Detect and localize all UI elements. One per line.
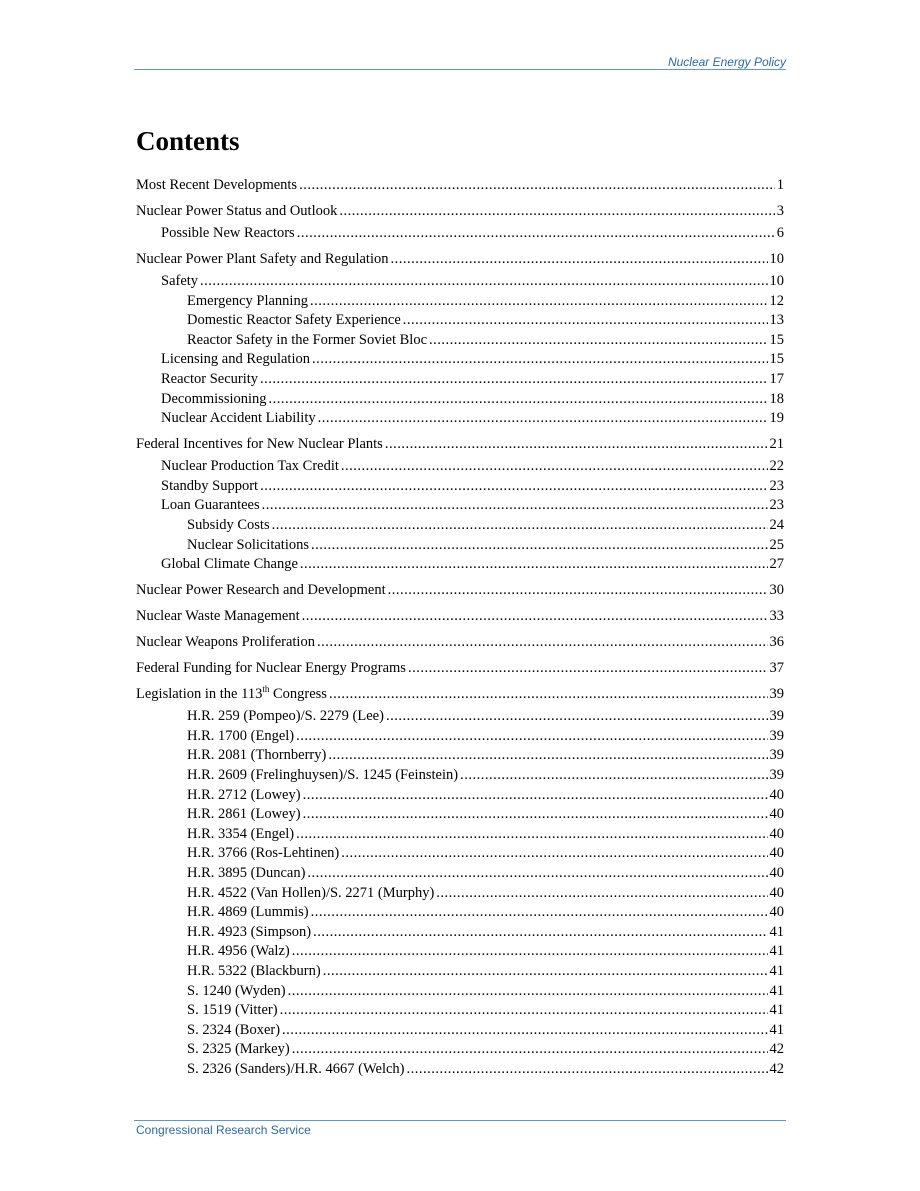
toc-entry-title xyxy=(136,685,327,704)
toc-entry-title-text: H.R. 2609 (Frelinghuysen)/S. 1245 (Feinstein) xyxy=(187,767,459,783)
toc-dot-leader xyxy=(318,409,768,428)
toc-page-number: 15 xyxy=(769,331,784,348)
toc-entry[interactable] xyxy=(136,707,784,726)
toc-dot-leader xyxy=(292,1040,768,1059)
toc-entry-title-text: Most Recent Developments xyxy=(136,177,298,193)
toc-dot-leader xyxy=(408,659,768,678)
toc-page-number: 39 xyxy=(769,727,784,744)
toc-entry-title xyxy=(187,727,294,746)
toc-entry-title-text: Reactor Safety in the Former Soviet Bloc xyxy=(187,331,428,348)
toc-entry[interactable] xyxy=(136,292,784,311)
toc-entry-title-text: Domestic Reactor Safety Experience xyxy=(187,312,401,329)
toc-entry-title-text: Federal Funding for Nuclear Energy Programs xyxy=(136,660,406,677)
toc-entry[interactable] xyxy=(136,1040,784,1059)
toc-page-number: 15 xyxy=(769,351,784,368)
toc-dot-leader xyxy=(272,516,768,535)
toc-entry-title xyxy=(187,536,309,555)
toc-entry[interactable] xyxy=(136,727,784,746)
toc-page-number: 6 xyxy=(776,225,784,241)
toc-entry-title-text: S. 1519 (Vitter) xyxy=(187,1002,278,1019)
toc-dot-leader xyxy=(300,555,768,574)
toc-entry-superscript: th xyxy=(262,684,270,695)
toc-entry-title xyxy=(187,982,286,1001)
toc-page-number: 17 xyxy=(769,371,784,387)
toc-dot-leader xyxy=(339,202,774,221)
toc-entry-title xyxy=(187,331,427,350)
toc-page-number: 23 xyxy=(769,497,784,514)
toc-entry[interactable] xyxy=(136,272,784,291)
toc-dot-leader xyxy=(323,962,768,981)
toc-page-number: 22 xyxy=(769,458,784,475)
toc-entry-title-text: Nuclear Power Status and Outlook xyxy=(136,203,338,219)
toc-entry-title-text: Reactor Security xyxy=(161,371,259,387)
toc-entry-title-text: S. 1240 (Wyden) xyxy=(187,982,286,999)
toc-dot-leader xyxy=(282,1021,767,1040)
toc-page-number: 41 xyxy=(769,1002,784,1019)
toc-dot-leader xyxy=(460,766,767,785)
toc-entry-title-text: Possible New Reactors xyxy=(161,225,295,241)
toc-page-number: 24 xyxy=(769,517,784,533)
toc-entry[interactable] xyxy=(136,555,784,574)
toc-entry-title xyxy=(161,409,316,428)
toc-page-number: 40 xyxy=(769,884,784,901)
toc-entry-title xyxy=(161,272,198,291)
toc-entry-title-text: Nuclear Power Plant Safety and Regulation xyxy=(136,251,389,267)
toc-entry-title xyxy=(161,457,339,476)
toc-entry[interactable] xyxy=(136,516,784,535)
toc-page-number: 12 xyxy=(769,292,784,309)
toc-entry-title xyxy=(187,786,301,805)
toc-page-number: 37 xyxy=(769,660,784,677)
toc-page-number: 10 xyxy=(769,251,784,267)
toc-dot-leader xyxy=(328,746,767,765)
toc-entry[interactable] xyxy=(136,1021,784,1040)
toc-entry-title-text: H.R. 3895 (Duncan) xyxy=(187,865,306,881)
toc-page-number: 36 xyxy=(769,634,784,651)
toc-entry-title-text: H.R. 1700 (Engel) xyxy=(187,727,295,744)
toc-page-number: 18 xyxy=(769,390,784,407)
toc-dot-leader xyxy=(386,707,768,726)
toc-entry[interactable] xyxy=(136,250,784,269)
toc-entry[interactable] xyxy=(136,1001,784,1020)
toc-entry-title-text: Loan Guarantees xyxy=(161,497,260,514)
toc-dot-leader xyxy=(288,982,768,1001)
toc-dot-leader xyxy=(429,331,767,350)
toc-entry[interactable] xyxy=(136,581,784,600)
toc-dot-leader xyxy=(341,457,768,476)
toc-dot-leader xyxy=(312,350,768,369)
toc-entry-title-text: Nuclear Solicitations xyxy=(187,536,310,553)
toc-entry-title xyxy=(187,746,326,765)
toc-page-number: 3 xyxy=(776,203,784,219)
toc-dot-leader xyxy=(310,292,768,311)
toc-page-number: 39 xyxy=(769,767,784,783)
toc-page-number: 39 xyxy=(769,686,784,703)
toc-page-number: 42 xyxy=(769,1041,784,1058)
toc-page-number: 10 xyxy=(769,273,784,289)
toc-page-number: 27 xyxy=(769,556,784,573)
toc-dot-leader xyxy=(269,390,768,409)
toc-entry-title xyxy=(187,766,458,785)
toc-entry-title xyxy=(136,250,388,269)
toc-entry-title-text: Nuclear Production Tax Credit xyxy=(161,458,339,475)
toc-dot-leader xyxy=(403,311,768,330)
toc-dot-leader xyxy=(280,1001,768,1020)
toc-entry[interactable] xyxy=(136,825,784,844)
toc-entry-title xyxy=(187,516,270,535)
toc-page-number: 41 xyxy=(769,923,784,940)
toc-entry-title-text: S. 2326 (Sanders)/H.R. 4667 (Welch) xyxy=(187,1061,405,1077)
toc-entry-title xyxy=(187,942,290,961)
toc-entry-title xyxy=(161,555,298,574)
toc-page-number: 40 xyxy=(769,786,784,803)
toc-entry-title xyxy=(187,292,308,311)
toc-entry-title xyxy=(161,350,310,369)
toc-dot-leader xyxy=(302,607,768,626)
toc-entry-title-text: H.R. 4869 (Lummis) xyxy=(187,904,309,921)
toc-entry-title-text: H.R. 3354 (Engel) xyxy=(187,825,295,842)
toc-entry-title xyxy=(187,1040,290,1059)
toc-entry-title xyxy=(187,707,384,726)
toc-entry[interactable] xyxy=(136,942,784,961)
toc-page-number: 41 xyxy=(769,943,784,960)
toc-page-number: 13 xyxy=(769,312,784,329)
toc-entry-title-text: Decommissioning xyxy=(161,390,267,407)
toc-dot-leader xyxy=(317,633,768,652)
toc-dot-leader xyxy=(341,844,767,863)
toc-entry-title-text: Emergency Planning xyxy=(187,292,308,309)
toc-entry[interactable] xyxy=(136,331,784,350)
toc-page-number: 25 xyxy=(769,536,784,553)
toc-entry-title-text: S. 2324 (Boxer) xyxy=(187,1021,281,1038)
toc-dot-leader xyxy=(262,496,768,515)
toc-dot-leader xyxy=(303,805,768,824)
toc-entry-title-text: Legislation in the 113 xyxy=(136,686,263,703)
toc-entry[interactable] xyxy=(136,982,784,1001)
toc-entry[interactable] xyxy=(136,202,784,221)
toc-entry-title-text: H.R. 2861 (Lowey) xyxy=(187,806,301,823)
toc-entry-title xyxy=(187,1021,280,1040)
toc-entry-title xyxy=(187,1060,405,1079)
toc-entry[interactable] xyxy=(136,607,784,626)
toc-dot-leader xyxy=(200,272,767,291)
toc-entry-title xyxy=(187,1001,278,1020)
toc-entry-title xyxy=(187,962,321,981)
toc-entry-title-text: H.R. 4956 (Walz) xyxy=(187,943,290,960)
toc-page-number: 19 xyxy=(769,410,784,427)
toc-entry[interactable] xyxy=(136,390,784,409)
toc-entry[interactable] xyxy=(136,633,784,652)
toc-entry-title xyxy=(187,864,305,883)
toc-entry-title-text: Standby Support xyxy=(161,477,259,494)
toc-entry-title-text: Congress xyxy=(269,686,327,703)
running-footer: Congressional Research Service xyxy=(136,1123,311,1137)
toc-entry-title xyxy=(136,581,386,600)
toc-dot-leader xyxy=(407,1060,768,1079)
toc-entry-title-text: Nuclear Power Research and Development xyxy=(136,582,386,599)
toc-entry-title xyxy=(136,607,300,626)
toc-entry-title xyxy=(187,923,311,942)
toc-dot-leader xyxy=(292,942,768,961)
toc-entry[interactable] xyxy=(136,786,784,805)
toc-dot-leader xyxy=(296,825,767,844)
toc-entry[interactable] xyxy=(136,884,784,903)
toc-entry[interactable] xyxy=(136,350,784,369)
toc-page-number: 39 xyxy=(769,747,784,764)
toc-entry-title xyxy=(136,659,406,678)
toc-dot-leader xyxy=(311,903,768,922)
toc-entry[interactable] xyxy=(136,477,784,496)
toc-dot-leader xyxy=(390,250,767,269)
toc-entry-title-text: S. 2325 (Markey) xyxy=(187,1041,290,1058)
toc-entry-title-text: Safety xyxy=(161,273,199,289)
toc-entry[interactable] xyxy=(136,903,784,922)
footer-rule xyxy=(134,1120,786,1121)
toc-entry-title-text: Nuclear Accident Liability xyxy=(161,410,316,427)
toc-entry-title xyxy=(187,311,401,330)
toc-entry-title-text: H.R. 4522 (Van Hollen)/S. 2271 (Murphy) xyxy=(187,884,435,901)
toc-page-number: 41 xyxy=(769,1021,784,1038)
toc-entry[interactable] xyxy=(136,923,784,942)
toc-entry[interactable] xyxy=(136,685,784,704)
toc-entry-title-text: H.R. 2712 (Lowey) xyxy=(187,786,301,803)
toc-dot-leader xyxy=(307,864,767,883)
toc-entry[interactable] xyxy=(136,864,784,883)
toc-page-number: 30 xyxy=(769,582,784,599)
toc-entry-title xyxy=(187,903,309,922)
toc-entry-title xyxy=(161,224,295,243)
toc-entry[interactable] xyxy=(136,370,784,389)
toc-entry-title xyxy=(136,633,315,652)
toc-entry-title xyxy=(136,435,383,454)
toc-entry[interactable] xyxy=(136,496,784,515)
toc-entry-title xyxy=(161,477,258,496)
toc-entry[interactable] xyxy=(136,409,784,428)
toc-entry-title xyxy=(187,844,339,863)
toc-entry-title-text: H.R. 2081 (Thornberry) xyxy=(187,747,327,764)
toc-page-number: 41 xyxy=(769,963,784,979)
toc-dot-leader xyxy=(313,923,767,942)
toc-entry[interactable] xyxy=(136,746,784,765)
toc-page-number: 41 xyxy=(769,982,784,999)
toc-entry[interactable] xyxy=(136,224,784,243)
toc-dot-leader xyxy=(329,685,768,704)
toc-page-number: 40 xyxy=(769,806,784,823)
toc-entry-title xyxy=(187,825,294,844)
toc-entry[interactable] xyxy=(136,844,784,863)
toc-entry[interactable] xyxy=(136,805,784,824)
toc-entry-title xyxy=(161,390,267,409)
toc-entry[interactable] xyxy=(136,536,784,555)
toc-entry-title-text: Nuclear Waste Management xyxy=(136,608,300,625)
toc-entry[interactable] xyxy=(136,176,784,195)
toc-page-number: 39 xyxy=(769,708,784,725)
toc-page-number: 40 xyxy=(769,845,784,862)
running-header: Nuclear Energy Policy xyxy=(667,55,786,69)
toc-entry-title xyxy=(187,884,434,903)
toc-page-number: 42 xyxy=(769,1061,784,1077)
toc-entry-title-text: H.R. 4923 (Simpson) xyxy=(187,923,312,940)
toc-entry[interactable] xyxy=(136,962,784,981)
toc-dot-leader xyxy=(385,435,768,454)
toc-entry-title xyxy=(161,496,260,515)
toc-page-number: 40 xyxy=(769,904,784,921)
toc-dot-leader xyxy=(436,884,767,903)
toc-dot-leader xyxy=(260,477,767,496)
toc-dot-leader xyxy=(297,224,775,243)
toc-entry-title-text: H.R. 259 (Pompeo)/S. 2279 (Lee) xyxy=(187,708,384,725)
toc-entry[interactable] xyxy=(136,311,784,330)
toc-page-number: 33 xyxy=(769,608,784,625)
toc-entry[interactable] xyxy=(136,1060,784,1079)
toc-entry-title-text: Federal Incentives for New Nuclear Plants xyxy=(136,436,383,453)
toc-entry[interactable] xyxy=(136,766,784,785)
toc-entry-title xyxy=(136,176,297,195)
toc-entry-title xyxy=(136,202,337,221)
toc-entry[interactable] xyxy=(136,457,784,476)
toc-entry-title-text: H.R. 3766 (Ros-Lehtinen) xyxy=(187,845,340,862)
toc-entry-title-text: Global Climate Change xyxy=(161,556,298,573)
toc-entry-title xyxy=(187,805,301,824)
toc-entry-title-text: Nuclear Weapons Proliferation xyxy=(136,634,315,651)
toc-entry-title-text: H.R. 5322 (Blackburn) xyxy=(187,963,321,979)
toc-page-number: 21 xyxy=(769,436,784,453)
toc-page-number: 40 xyxy=(769,865,784,881)
toc-dot-leader xyxy=(299,176,775,195)
toc-page-number: 1 xyxy=(776,177,784,193)
toc-entry[interactable] xyxy=(136,659,784,678)
page-title: Contents xyxy=(136,126,240,156)
toc-entry[interactable] xyxy=(136,435,784,454)
toc-entry-title xyxy=(161,370,258,389)
toc-entry-title-text: Subsidy Costs xyxy=(187,517,270,533)
toc-dot-leader xyxy=(388,581,768,600)
toc-dot-leader xyxy=(296,727,767,746)
toc-dot-leader xyxy=(303,786,768,805)
toc-dot-leader xyxy=(311,536,767,555)
toc-page-number: 23 xyxy=(769,477,784,494)
toc-dot-leader xyxy=(260,370,767,389)
header-rule xyxy=(134,69,786,70)
toc-entry-title-text: Licensing and Regulation xyxy=(161,351,310,368)
toc-page-number: 40 xyxy=(769,825,784,842)
